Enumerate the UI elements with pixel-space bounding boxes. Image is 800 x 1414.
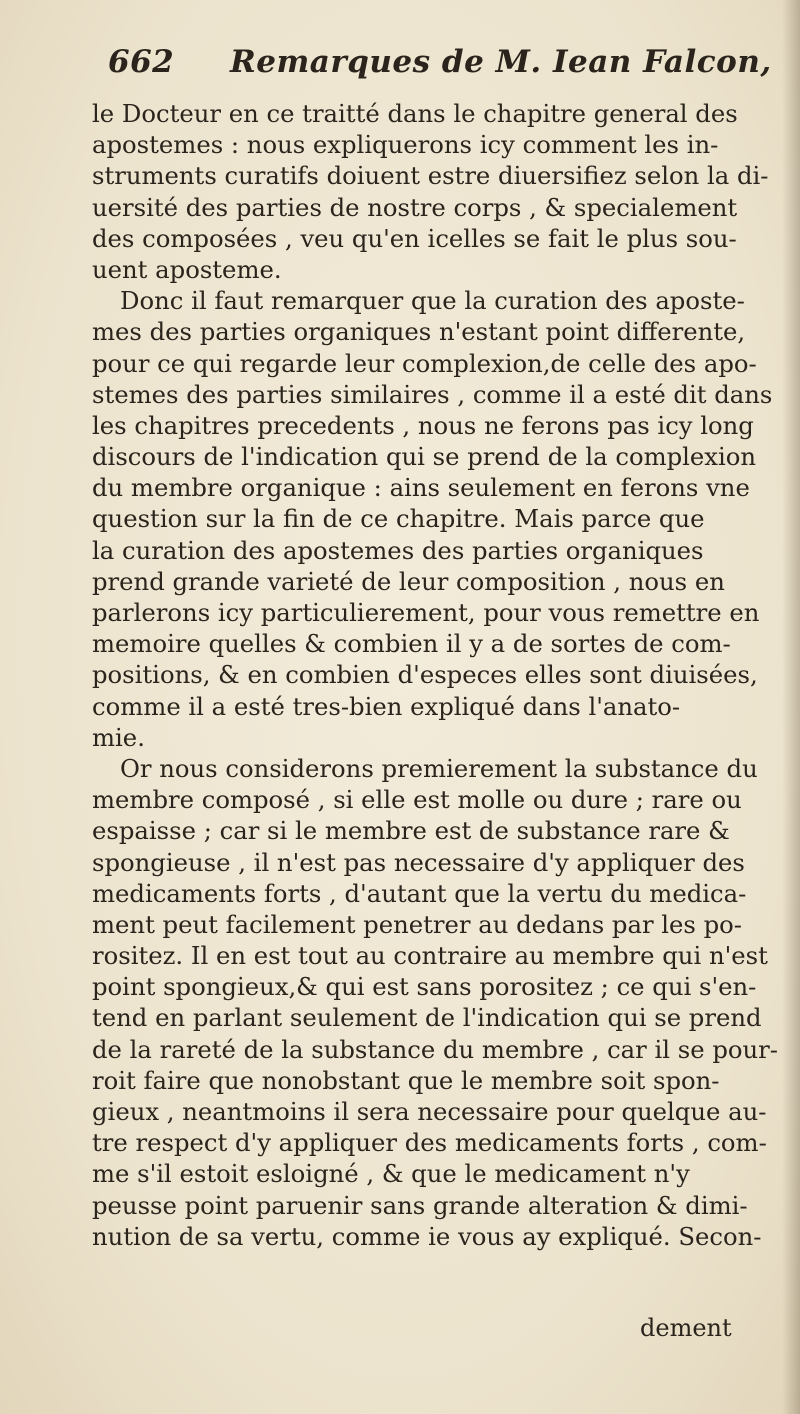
page-number: 662 — [108, 44, 175, 80]
text-line: nution de sa vertu, comme ie vous ay expliqué. Secon- — [92, 1221, 762, 1251]
text-line: roit faire que nonobstant que le membre soit spon- — [92, 1065, 720, 1095]
text-line: de la rareté de la substance du membre , car il se pour- — [92, 1034, 778, 1064]
text-line: espaisse ; car si le membre est de substance rare & — [92, 816, 730, 846]
text-line: uersité des parties de nostre corps , & specialement — [92, 192, 738, 222]
text-line: prend grande varieté de leur composition , nous en — [92, 566, 725, 596]
text-line: mes des parties organiques n'estant point differente, — [92, 317, 746, 347]
text-line: rositez. Il en est tout au contraire au membre qui n'est — [92, 941, 768, 971]
page-edge-shadow — [782, 0, 800, 1414]
text-line: gieux , neantmoins il sera necessaire pour quelque au- — [92, 1097, 767, 1126]
text-line: me s'il estoit esloigné , & que le medicament n'y — [92, 1159, 690, 1189]
text-line: comme il a esté tres-bien expliqué dans l'anato- — [92, 691, 681, 721]
text-line: des composées , veu qu'en icelles se fait le plus sou- — [92, 223, 737, 253]
text-line: membre composé , si elle est molle ou dure ; rare ou — [92, 785, 742, 815]
body-text — [92, 98, 778, 1252]
text-line: les chapitres precedents , nous ne ferons pas icy long — [92, 410, 754, 440]
text-line: struments curatifs doiuent estre diuersifiez selon la di- — [92, 161, 769, 191]
text-line: positions, & en combien d'especes elles sont diuisées, — [92, 660, 758, 690]
running-title: Remarques de M. Iean Falcon, — [230, 44, 772, 80]
text-line: discours de l'indication qui se prend de la complexion — [92, 442, 757, 472]
paragraph-start-line: Or nous considerons premierement la substance du — [120, 753, 758, 783]
text-line: spongieuse , il n'est pas necessaire d'y appliquer des — [92, 847, 745, 877]
text-line: la curation des apostemes des parties organiques — [92, 535, 704, 565]
text-line: du membre organique : ains seulement en ferons vne — [92, 473, 750, 503]
text-line: apostemes : nous expliquerons icy comment les in- — [92, 130, 719, 160]
text-line: pour ce qui regarde leur complexion,de celle des apo- — [92, 348, 757, 378]
text-line: parlerons icy particulierement, pour vous remettre en — [92, 598, 760, 627]
text-line: ment peut facilement penetrer au dedans par les po- — [92, 909, 743, 939]
catchword: dement — [640, 1314, 732, 1342]
text-line: question sur la fin de ce chapitre. Mais parce que — [92, 504, 705, 534]
text-line: tre respect d'y appliquer des medicaments forts , com- — [92, 1128, 767, 1158]
text-line: tend en parlant seulement de l'indication qui se prend — [92, 1003, 762, 1033]
text-line: uent aposteme. — [92, 254, 282, 284]
text-line: memoire quelles & combien il y a de sortes de com- — [92, 629, 731, 659]
text-line: le Docteur en ce traitté dans le chapitre general des — [92, 99, 738, 128]
paragraph-start-line: Donc il faut remarquer que la curation des aposte- — [120, 286, 745, 316]
text-line: stemes des parties similaires , comme il a esté dit dans — [92, 379, 773, 409]
text-line: medicaments forts , d'autant que la vertu du medica- — [92, 878, 747, 908]
text-line: point spongieux,& qui est sans porositez ; ce qui s'en- — [92, 972, 757, 1002]
page-header — [108, 44, 772, 100]
text-line: peusse point paruenir sans grande alteration & dimi- — [92, 1190, 748, 1220]
text-line: mie. — [92, 722, 145, 752]
